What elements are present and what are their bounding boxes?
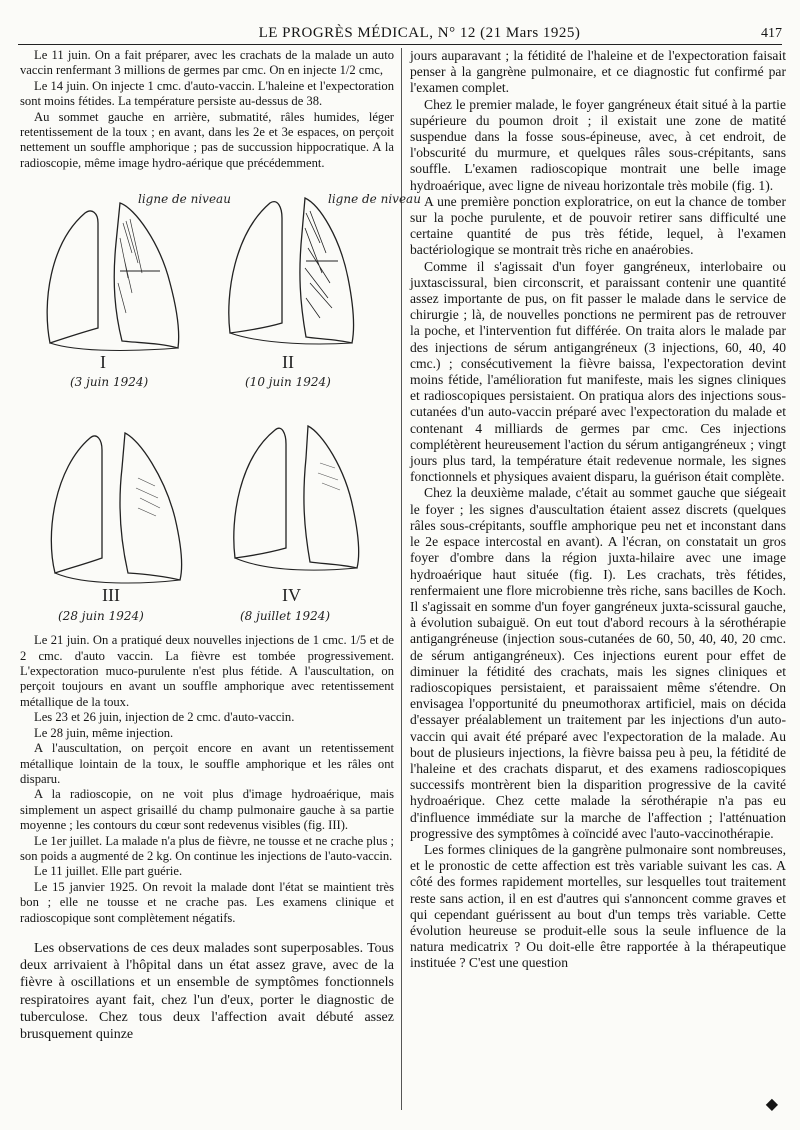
paragraph: Le 28 juin, même injection. [34, 725, 174, 740]
journal-title: LE PROGRÈS MÉDICAL, N° 12 (21 Mars 1925) [258, 25, 581, 41]
fig4-date: (8 juillet 1924) [240, 609, 331, 624]
fig1-number: I [100, 352, 106, 373]
lung-outline [300, 198, 354, 343]
page-number: 417 [760, 26, 782, 41]
left-column [20, 48, 421, 1043]
lung-outline [51, 436, 102, 573]
radiograph-sketches [20, 183, 421, 624]
opacity-hatching [305, 211, 332, 318]
fig3-date: (28 juin 1924) [58, 609, 144, 624]
fig4-number: IV [282, 585, 301, 606]
paragraph: Les observations de ces deux malades sont superposables. Tous deux arrivaient à l'hôpital dans un état assez grave, avec de la fièvre à oscillations et un ensemble de symptômes fonctionnels respiratoires ayant fait, chez l'un d'eux, porter le diagnostic de tuberculose. Chez tous deux l'affection avait débuté assez brusquement quinze [20, 940, 394, 1042]
paragraph: A la radioscopie, on ne voit plus d'image hydroaérique, mais simplement un aspect grisaillé du champ pulmonaire gauche à sa partie moyenne ; les contours du cœur sont redevenus visibles (fig. III). [20, 787, 394, 833]
fig1-date: (3 juin 1924) [70, 375, 149, 390]
figure-1 [20, 183, 231, 390]
paragraph: A une première ponction exploratrice, on eut la chance de tomber sur la poche purulente, et de pouvoir retirer sans difficulté une certaine quantité de pus très fétide, lequel, à l'examen bactériologique se montrait très riche en anaérobies. [410, 193, 786, 258]
lung-outline [234, 428, 286, 558]
opacity-hatching [118, 219, 142, 313]
paragraph: Le 21 juin. On a pratiqué deux nouvelles injections de 1 cmc. 1/5 et de 2 cmc. d'auto vaccin. La fièvre est tombée progressivement. L'expectoration muco-purulente n'est plus fétide. A l'auscultation, on perçoit toujours en avant un souffle amphorique avec retentissement métallique de la toux. [20, 633, 394, 709]
lung-outline [120, 433, 182, 580]
paragraph: Chez le premier malade, le foyer gangréneux était situé à la partie supérieure du poumon droit ; il existait une zone de matité suspendue dans la fosse sous-épineuse, avec, à cet endroit, de l'obscurité du murmure, et quelques râles sous-crépitants, sans souffle. L'examen radioscopique montrait une belle image hydroaérique, avec ligne de niveau horizontale très mobile (fig. 1). [410, 96, 786, 193]
fig2-date: (10 juin 1924) [245, 375, 331, 390]
figure-3 [20, 408, 205, 623]
paragraph: Le 11 juillet. Elle part guérie. [34, 864, 183, 879]
figure-4 [210, 408, 395, 623]
paragraph: Chez la deuxième malade, c'était au sommet gauche que siégeait le foyer ; les signes d'auscultation étaient assez discrets (quelques râles sous-crépitants, souffle amphorique peu net et inconstant dans le 2e espace intercostal en avant). A l'écran, on constatait un gros foyer d'ombre dans la région juxta-hilaire avec une image hydroaérique haut située (fig. I). Les crachats, très fétides, renfermaient une flore microbienne très riche, sans bacilles de Koch. Il s'agissait en somme d'un foyer gangréneux juxta-scissural gauche, à évolution subaiguë. On eut tout d'abord recours à la sérothérapie antigangréneuse (injection sous-cutanées de 60, 50, 40, 40, 20 cmc. de sérum antigangréneux). Ces injections eurent pour effet de diminuer la fétidité des crachats, mais les signes cliniques et radioscopiques persistaient, et paraissaient même s'étendre. On envisagea l'opportunité du pneumothorax artificiel, mais on décida d'essayer préalablement un traitement par les injections d'un auto-vaccin qui avait été préparé avec l'expectoration de la malade. Au bout de plusieurs injections, la fièvre baissa peu à peu, la fétidité de l'haleine et des crachats disparut, et des examens radioscopiques successifs montrèrent bien la disparition progressive de la cavité hydroaérique. Chez cette malade la sérothérapie n'a pas eu d'influence immédiate sur la marche de l'affection ; l'atténuation progressive des symptômes à coïncidé avec l'auto-vaccinothérapie. [410, 485, 786, 841]
figure-2 [210, 183, 421, 390]
paragraph: Le 1er juillet. La malade n'a plus de fièvre, ne tousse et ne crache plus ; son poids a augmenté de 2 kg. On continue les injections de l'auto-vaccin. [20, 833, 394, 863]
fig2-number: II [282, 352, 294, 373]
paragraph: jours auparavant ; la fétidité de l'haleine et de l'expectoration faisait penser à la gangrène pulmonaire, et ce diagnostic fut confirmé par l'examen complet. [410, 48, 786, 96]
paragraph: Au sommet gauche en arrière, submatité, râles humides, léger retentissement de la toux ; en avant, dans les 2e et 3e espaces, on perçoit nettement un souffle amphorique ; pas de succussion hippocratique. A la radioscopie, même image hydro-aérique que précédemment. [20, 109, 394, 170]
lung-outline [47, 211, 98, 343]
paragraph: Les formes cliniques de la gangrène pulmonaire sont nombreuses, et le pronostic de cette affection est très variable suivant les cas. A côté des formes rapidement mortelles, sur lesquelles tout traitement reste sans action, il en est d'autres qui s'annoncent comme graves et qui cependant guérissent au bout d'un temps très variable. Cette évolution heureuse se produit-elle sous la seule influence de la natura medicatrix ? Ou doit-elle être rapportée à la thérapeutique instituée ? C'est une question [410, 841, 786, 971]
end-mark-icon: ◆ [765, 1096, 778, 1113]
fig3-number: III [102, 585, 120, 606]
paragraph: Le 14 juin. On injecte 1 cmc. d'auto-vaccin. L'haleine et l'expectoration sont moins fétides. La température persiste au-dessus de 38. [20, 78, 394, 109]
opacity-hatching [318, 463, 340, 490]
column-divider [401, 48, 402, 1110]
paragraph: Comme il s'agissait d'un foyer gangréneux, interlobaire ou juxtascissural, bien circonscrit, et paraissant contenir une quantité assez importante de pus, on fit passer le malade dans le service de chirurgie ; là, de nouvelles ponctions ne permirent pas de retrouver la poche, et l'intervention fut différée. On traita alors le malade par des injections de sérum antigangréneux (3 injections, 60, 40, 40 cmc.) ; consécutivement la fièvre baissa, l'expectoration devint moins fétide, l'amélioration fut manifeste, mais les signes cliniques et radioscopiques persistaient. On pratiqua alors des injections sous-cutanées d'un auto-vaccin préparé avec l'expectoration du malade et contenant 4 milliards de germes par cmc. Ces injections complétèrent heureusement l'action du sérum antigangréneux ; vingt jours plus tard, la température était redevenue normale, les signes fonctionnels et physiques avaient disparu, la guérison était complète. [410, 258, 786, 485]
paragraph: A l'auscultation, on perçoit encore en avant un retentissement métallique lointain de la toux, le souffle amphorique et les râles ont disparu. [20, 741, 394, 786]
fig2-label: ligne de niveau [328, 192, 421, 207]
running-header [18, 18, 782, 45]
opacity-hatching [136, 478, 160, 516]
paragraph: Le 11 juin. On a fait préparer, avec les crachats de la malade un auto vaccin renfermant 3 millions de germes par cmc. On en injecte 1/2 cmc, [20, 48, 394, 78]
fig1-label: ligne de niveau [138, 192, 231, 207]
paragraph: Le 15 janvier 1925. On revoit la malade dont l'état se maintient très bon ; elle ne tousse et ne crache pas. Les examens clinique et radioscopique sont complètement négatifs. [20, 879, 394, 925]
lung-outline [304, 426, 359, 568]
paragraph: Les 23 et 26 juin, injection de 2 cmc. d'auto-vaccin. [34, 710, 295, 725]
right-column [410, 48, 786, 972]
lung-outline [229, 202, 282, 333]
